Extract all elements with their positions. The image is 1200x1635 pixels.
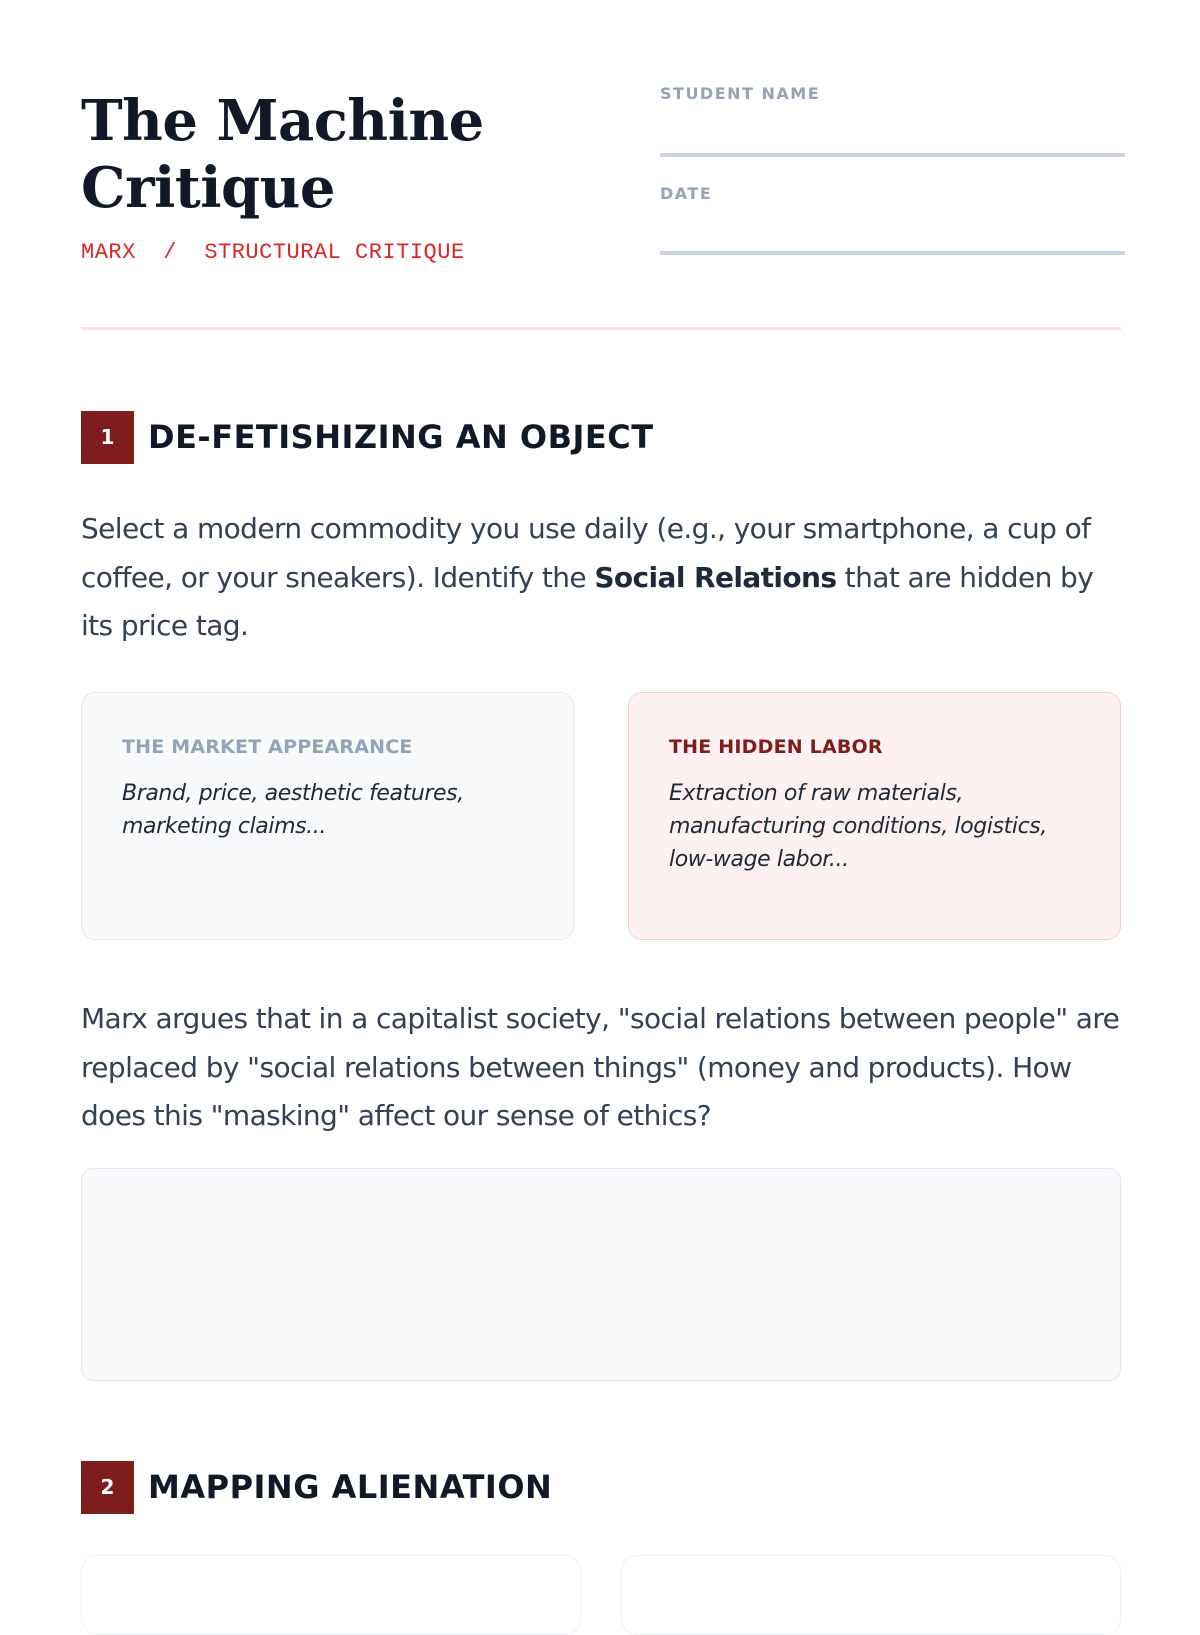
- date-input[interactable]: [660, 251, 1125, 255]
- section-1-title: DE-FETISHIZING AN OBJECT: [148, 418, 654, 456]
- section-2-heading: [81, 1461, 1121, 1515]
- student-name-input[interactable]: [660, 153, 1125, 157]
- social-relations-emphasis: Social Relations: [594, 560, 837, 594]
- alienation-card-left[interactable]: [81, 1555, 581, 1635]
- hidden-labor-label: THE HIDDEN LABOR: [669, 736, 883, 758]
- page-title: [81, 88, 601, 222]
- section-1-prompt: [81, 505, 1121, 651]
- market-appearance-card[interactable]: [81, 692, 574, 940]
- market-appearance-hint: Brand, price, aesthetic features, marketing claims...: [122, 781, 464, 839]
- student-name-label: STUDENT NAME: [660, 84, 821, 103]
- hidden-labor-hint: Extraction of raw materials, manufacturing conditions, logistics, low-wage labor...: [669, 781, 1047, 872]
- hidden-labor-card[interactable]: [628, 692, 1121, 940]
- section-1-prompt-text-b: that are hidden by its price tag.: [81, 560, 1094, 642]
- market-appearance-label: THE MARKET APPEARANCE: [122, 736, 413, 758]
- ethics-question: Marx argues that in a capitalist society, "social relations between people" are replaced by "social relations between things" (money and products). How does this "masking" affect our sense of ethics?: [81, 1002, 1120, 1132]
- header-divider: [81, 327, 1121, 330]
- ethics-answer-textarea[interactable]: [81, 1168, 1121, 1381]
- section-1-prompt-text-a: Select a modern commodity you use daily (e.g., your smartphone, a cup of coffee, or your sneakers). Identify the: [81, 512, 1091, 594]
- page-title-line-2: Critique: [81, 155, 335, 221]
- page-subtitle: MARX / STRUCTURAL CRITIQUE: [81, 240, 465, 265]
- date-label: DATE: [660, 184, 713, 203]
- section-2-title: MAPPING ALIENATION: [148, 1468, 553, 1506]
- page-title-line-1: The Machine: [81, 88, 484, 154]
- section-1-number-badge: 1: [81, 411, 134, 464]
- alienation-card-right[interactable]: [621, 1555, 1121, 1635]
- worksheet-header: [81, 80, 1121, 330]
- section-1-heading: [81, 411, 1121, 465]
- section-2-number-badge: 2: [81, 1461, 134, 1514]
- date-field: [660, 184, 1121, 203]
- student-name-field: [660, 84, 1121, 103]
